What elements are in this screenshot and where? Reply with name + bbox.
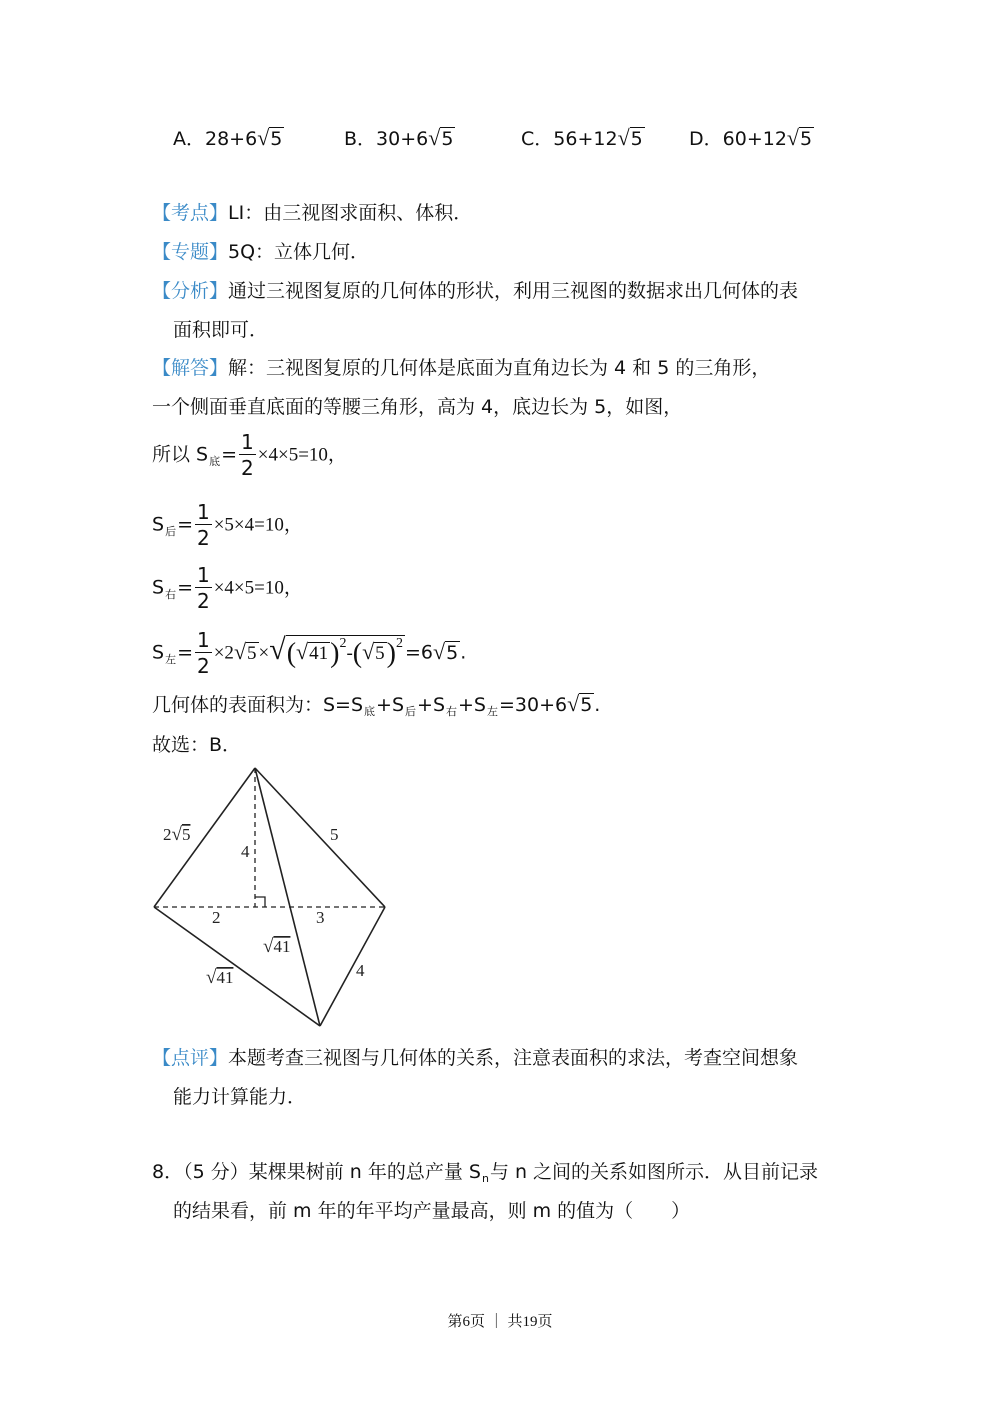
eq4-end: .	[460, 641, 467, 664]
fraction	[195, 630, 212, 676]
question-8-text-1a: （5 分）某棵果树前 n 年的总产量 S	[183, 1161, 481, 1183]
option-c-radicand: 5	[630, 128, 643, 150]
frac-num: 1	[196, 563, 210, 587]
eq2-pre: S	[152, 513, 165, 536]
zhuanti-tag: 【专题】	[152, 241, 229, 263]
option-b-value: 30+6	[376, 128, 429, 150]
option-a-radicand: 5	[270, 128, 283, 150]
eq4-sub: 左	[165, 652, 177, 666]
option-b	[344, 124, 455, 151]
option-d-radicand: 5	[800, 128, 813, 150]
total-sub-3: 右	[446, 705, 458, 718]
eq4-lp2: (	[352, 637, 363, 669]
eq3-sub: 右	[165, 587, 177, 601]
fenxi-line-1	[152, 276, 798, 303]
label-right-upper-edge: 5	[330, 825, 339, 844]
total-p1: +S	[376, 694, 405, 716]
zhuanti-line	[152, 237, 369, 264]
eq3-rest: ×4×5=10，	[213, 577, 303, 599]
total-sub-1: 底	[364, 705, 376, 718]
question-number: 8．	[152, 1161, 184, 1183]
edge-right-bottom	[320, 907, 385, 1026]
fenxi-line-2: 面积即可．	[173, 319, 269, 341]
sqrt-symbol: √5	[233, 638, 257, 664]
total-area-line	[152, 690, 600, 717]
dianping-line-2: 能力计算能力．	[173, 1086, 307, 1108]
total-rad: 5	[580, 694, 593, 716]
edge-apex-right	[255, 768, 385, 907]
sqrt-symbol: √41	[296, 638, 329, 664]
eq4-rad3: 5	[375, 642, 385, 664]
label-base-left-segment: 2	[212, 908, 221, 927]
total-p3: +S	[458, 694, 486, 716]
eq4-minus: -	[346, 642, 353, 664]
total-sub-2: 后	[405, 705, 417, 718]
fenxi-text-1: 通过三视图复原的几何体的形状，利用三视图的数据求出几何体的表	[228, 280, 799, 302]
option-c	[521, 124, 645, 151]
right-angle-mark	[255, 897, 265, 907]
jieda-line-1	[152, 353, 770, 380]
equation-s-right	[152, 565, 303, 611]
eq3-pre: S	[152, 576, 165, 599]
dianping-tag: 【点评】	[152, 1047, 229, 1069]
option-c-value: 56+12	[553, 128, 618, 150]
total-p2: +S	[417, 694, 446, 716]
equation-s-bottom	[152, 432, 347, 478]
frac-num: 1	[196, 628, 210, 652]
eq2-sub: 后	[165, 524, 177, 538]
equation-s-left	[152, 630, 466, 676]
sqrt-symbol: √5	[567, 691, 593, 716]
option-d-value: 60+12	[722, 128, 787, 150]
fraction	[195, 565, 212, 611]
label-base-right-segment: 3	[316, 908, 325, 927]
eq4-sup2: 2	[396, 635, 403, 651]
total-end: .	[594, 694, 601, 716]
option-a-value: 28+6	[205, 128, 258, 150]
dianping-line-1	[152, 1043, 798, 1070]
option-c-prefix: C．	[521, 128, 554, 150]
eq3-eq: =	[177, 576, 193, 599]
eq4-lp1: (	[286, 637, 297, 669]
eq1-eq: =	[221, 443, 238, 466]
eq4-mid1: ×2	[213, 642, 234, 664]
fenxi-tag: 【分析】	[152, 280, 229, 302]
eq1-pre: 所以 S	[152, 443, 209, 466]
frac-den: 2	[196, 526, 210, 550]
frac-den: 2	[196, 654, 210, 678]
jieda-text-1: 解：三视图复原的几何体是底面为直角边长为 4 和 5 的三角形，	[228, 357, 771, 379]
sqrt-symbol: √5	[617, 125, 643, 150]
sqrt-symbol: √5	[433, 638, 459, 664]
option-b-prefix: B．	[344, 128, 377, 150]
eq4-res: =6	[405, 641, 434, 664]
option-a-prefix: A．	[173, 128, 205, 150]
label-center-edge: √41	[263, 936, 291, 957]
dianping-text-1: 本题考查三视图与几何体的关系，注意表面积的求法，考查空间想象	[228, 1047, 799, 1069]
option-b-radicand: 5	[441, 128, 454, 150]
frac-den: 2	[196, 589, 210, 613]
eq1-rest: ×4×5=10，	[257, 444, 347, 466]
sqrt-symbol: √5	[362, 638, 385, 664]
eq4-rad1: 5	[247, 642, 257, 664]
question-8-line-1	[152, 1157, 818, 1184]
option-d-prefix: D．	[689, 128, 723, 150]
kaodian-text: LI：由三视图求面积、体积．	[228, 202, 473, 224]
frac-num: 1	[241, 430, 254, 454]
answer-line: 故选：B．	[152, 734, 242, 756]
label-left-edge: 2√5	[163, 824, 191, 845]
eq4-pre: S	[152, 641, 165, 664]
jieda-tag: 【解答】	[152, 357, 229, 379]
page-footer: 第6页 ｜ 共19页	[447, 1314, 553, 1330]
zhuanti-text: 5Q：立体几何．	[228, 241, 370, 263]
label-lower-right-edge: 4	[356, 961, 365, 980]
total-pre: 几何体的表面积为：S=S	[152, 694, 364, 716]
fraction	[195, 502, 212, 548]
sqrt-symbol: √5	[428, 125, 454, 150]
option-d	[689, 124, 814, 151]
total-sub-4: 左	[487, 705, 498, 718]
label-height: 4	[241, 842, 250, 861]
total-res: =30+6	[499, 694, 568, 716]
question-8-sub: n	[481, 1172, 489, 1185]
eq4-mid2: ×	[258, 642, 270, 664]
eq4-rp1: )	[330, 637, 340, 669]
big-sqrt-symbol: $√(√41)^2-(√5)^2$	[269, 632, 403, 669]
eq2-rest: ×5×4=10，	[213, 514, 303, 536]
question-8-line-2: 的结果看，前 m 年的年平均产量最高，则 m 的值为（ ）	[173, 1200, 691, 1222]
eq4-eq: =	[177, 641, 193, 664]
eq4-sup1: 2	[339, 635, 347, 651]
eq2-eq: =	[177, 513, 193, 536]
frac-num: 1	[196, 500, 210, 524]
jieda-line-2: 一个侧面垂直底面的等腰三角形，高为 4，底边长为 5，如图，	[152, 396, 683, 418]
label-lower-left-edge: √41	[206, 967, 234, 988]
kaodian-line	[152, 198, 472, 225]
equation-s-back	[152, 502, 303, 548]
eq4-rad4: 5	[446, 641, 459, 664]
sqrt-symbol: √5	[257, 125, 283, 150]
sqrt-symbol: √5	[786, 125, 813, 150]
question-8-text-1b: 与 n 之间的关系如图所示．从目前记录	[489, 1161, 819, 1183]
eq4-rp2: )	[386, 637, 396, 669]
eq1-sub: 底	[209, 454, 221, 468]
eq4-rad2: 41	[309, 642, 329, 664]
option-a	[173, 124, 284, 151]
pyramid-figure	[145, 762, 395, 1032]
frac-den: 2	[241, 456, 254, 480]
kaodian-tag: 【考点】	[152, 202, 229, 224]
fraction	[239, 432, 256, 478]
